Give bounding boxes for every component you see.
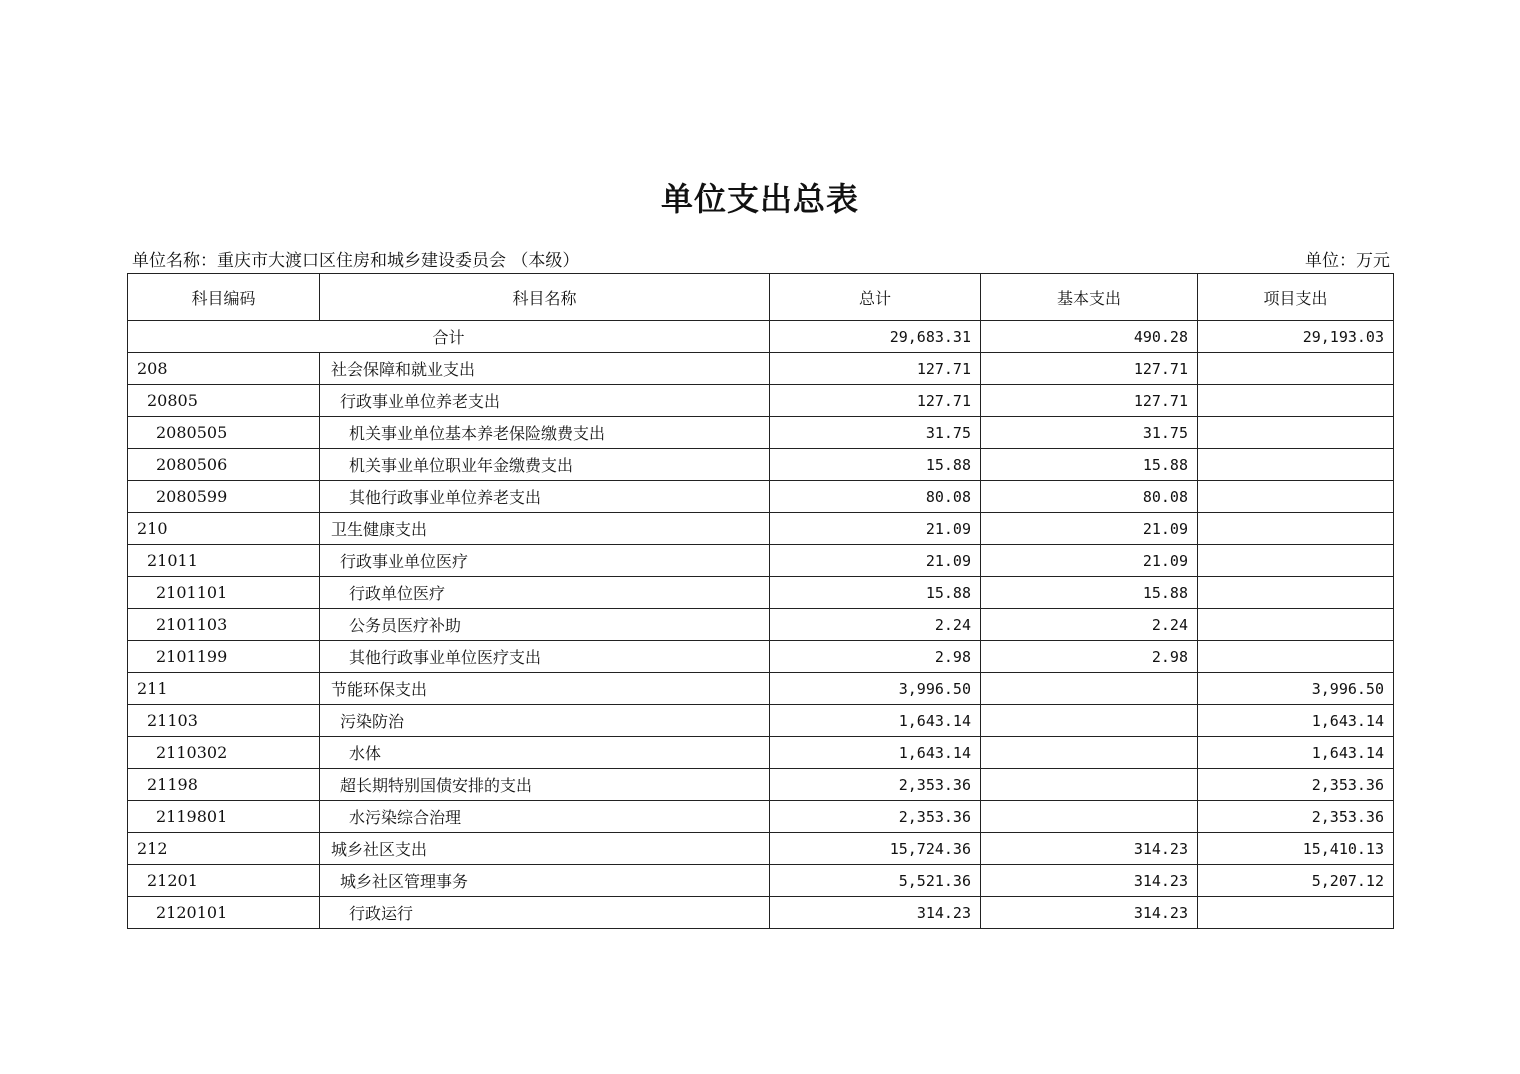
cell-project: [1198, 513, 1394, 545]
cell-name: 机关事业单位基本养老保险缴费支出: [320, 417, 770, 449]
cell-total: 1,643.14: [770, 737, 981, 769]
cell-code: 2110302: [128, 737, 320, 769]
cell-total: 3,996.50: [770, 673, 981, 705]
table-row: [128, 545, 1394, 577]
cell-project: 5,207.12: [1198, 865, 1394, 897]
cell-code: 2080599: [128, 481, 320, 513]
cell-basic: [981, 705, 1198, 737]
header-code: 科目编码: [128, 274, 320, 321]
table-row: [128, 609, 1394, 641]
table-row: [128, 353, 1394, 385]
cell-project: 1,643.14: [1198, 705, 1394, 737]
cell-code: 21201: [128, 865, 320, 897]
cell-project: 2,353.36: [1198, 769, 1394, 801]
total-basic: 490.28: [981, 321, 1198, 353]
cell-basic: [981, 769, 1198, 801]
cell-basic: [981, 801, 1198, 833]
cell-total: 2,353.36: [770, 769, 981, 801]
cell-project: 3,996.50: [1198, 673, 1394, 705]
cell-code: 21198: [128, 769, 320, 801]
cell-name: 社会保障和就业支出: [320, 353, 770, 385]
header-basic: 基本支出: [981, 274, 1198, 321]
cell-name: 污染防治: [320, 705, 770, 737]
cell-basic: 314.23: [981, 865, 1198, 897]
cell-code: 211: [128, 673, 320, 705]
cell-project: [1198, 417, 1394, 449]
cell-name: 其他行政事业单位养老支出: [320, 481, 770, 513]
cell-code: 2101199: [128, 641, 320, 673]
cell-project: 2,353.36: [1198, 801, 1394, 833]
table-header-row: [128, 274, 1394, 321]
table-row: [128, 801, 1394, 833]
table-row: [128, 449, 1394, 481]
cell-basic: 31.75: [981, 417, 1198, 449]
cell-basic: 15.88: [981, 577, 1198, 609]
cell-name: 超长期特别国债安排的支出: [320, 769, 770, 801]
cell-basic: [981, 737, 1198, 769]
cell-name: 其他行政事业单位医疗支出: [320, 641, 770, 673]
cell-basic: 2.24: [981, 609, 1198, 641]
cell-project: [1198, 353, 1394, 385]
table-row: [128, 769, 1394, 801]
cell-name: 行政事业单位养老支出: [320, 385, 770, 417]
cell-total: 31.75: [770, 417, 981, 449]
cell-total: 15,724.36: [770, 833, 981, 865]
cell-code: 208: [128, 353, 320, 385]
cell-basic: 127.71: [981, 353, 1198, 385]
cell-basic: 127.71: [981, 385, 1198, 417]
table-row: [128, 865, 1394, 897]
table-row: [128, 705, 1394, 737]
cell-basic: [981, 673, 1198, 705]
cell-total: 314.23: [770, 897, 981, 929]
page-title: 单位支出总表: [660, 180, 859, 218]
cell-basic: 314.23: [981, 833, 1198, 865]
cell-name: 卫生健康支出: [320, 513, 770, 545]
cell-total: 15.88: [770, 449, 981, 481]
table-row: [128, 513, 1394, 545]
cell-project: 15,410.13: [1198, 833, 1394, 865]
cell-project: [1198, 641, 1394, 673]
table-row: [128, 833, 1394, 865]
total-row: [128, 321, 1394, 353]
cell-name: 水体: [320, 737, 770, 769]
header-project: 项目支出: [1198, 274, 1394, 321]
cell-name: 城乡社区支出: [320, 833, 770, 865]
cell-code: 2120101: [128, 897, 320, 929]
cell-code: 2080506: [128, 449, 320, 481]
cell-project: [1198, 385, 1394, 417]
cell-name: 节能环保支出: [320, 673, 770, 705]
cell-total: 1,643.14: [770, 705, 981, 737]
cell-project: [1198, 577, 1394, 609]
cell-basic: 21.09: [981, 545, 1198, 577]
cell-total: 2.24: [770, 609, 981, 641]
cell-basic: 2.98: [981, 641, 1198, 673]
header-name: 科目名称: [320, 274, 770, 321]
cell-project: [1198, 449, 1394, 481]
cell-name: 行政单位医疗: [320, 577, 770, 609]
cell-code: 2101103: [128, 609, 320, 641]
cell-total: 2,353.36: [770, 801, 981, 833]
cell-code: 21103: [128, 705, 320, 737]
cell-project: [1198, 545, 1394, 577]
cell-total: 2.98: [770, 641, 981, 673]
cell-code: 210: [128, 513, 320, 545]
cell-name: 行政运行: [320, 897, 770, 929]
cell-code: 21011: [128, 545, 320, 577]
unit-name: 单位名称：重庆市大渡口区住房和城乡建设委员会 （本级）: [132, 251, 580, 271]
cell-total: 80.08: [770, 481, 981, 513]
cell-basic: 314.23: [981, 897, 1198, 929]
cell-code: 212: [128, 833, 320, 865]
table-row: [128, 385, 1394, 417]
cell-total: 21.09: [770, 545, 981, 577]
table-row: [128, 641, 1394, 673]
unit-label: 单位：万元: [1305, 251, 1390, 271]
cell-code: 2101101: [128, 577, 320, 609]
cell-total: 15.88: [770, 577, 981, 609]
table-row: [128, 481, 1394, 513]
total-total: 29,683.31: [770, 321, 981, 353]
cell-total: 127.71: [770, 353, 981, 385]
cell-name: 行政事业单位医疗: [320, 545, 770, 577]
header-total: 总计: [770, 274, 981, 321]
table-row: [128, 577, 1394, 609]
cell-code: 2119801: [128, 801, 320, 833]
cell-project: [1198, 897, 1394, 929]
cell-project: [1198, 481, 1394, 513]
cell-name: 公务员医疗补助: [320, 609, 770, 641]
expenditure-table: [127, 273, 1394, 929]
cell-basic: 80.08: [981, 481, 1198, 513]
cell-name: 城乡社区管理事务: [320, 865, 770, 897]
cell-total: 127.71: [770, 385, 981, 417]
cell-basic: 15.88: [981, 449, 1198, 481]
cell-basic: 21.09: [981, 513, 1198, 545]
cell-name: 机关事业单位职业年金缴费支出: [320, 449, 770, 481]
table-row: [128, 737, 1394, 769]
table-row: [128, 897, 1394, 929]
cell-total: 21.09: [770, 513, 981, 545]
table-row: [128, 417, 1394, 449]
cell-name: 水污染综合治理: [320, 801, 770, 833]
total-label: 合计: [128, 321, 770, 353]
cell-project: [1198, 609, 1394, 641]
total-project: 29,193.03: [1198, 321, 1394, 353]
table-row: [128, 673, 1394, 705]
cell-project: 1,643.14: [1198, 737, 1394, 769]
cell-total: 5,521.36: [770, 865, 981, 897]
cell-code: 2080505: [128, 417, 320, 449]
cell-code: 20805: [128, 385, 320, 417]
